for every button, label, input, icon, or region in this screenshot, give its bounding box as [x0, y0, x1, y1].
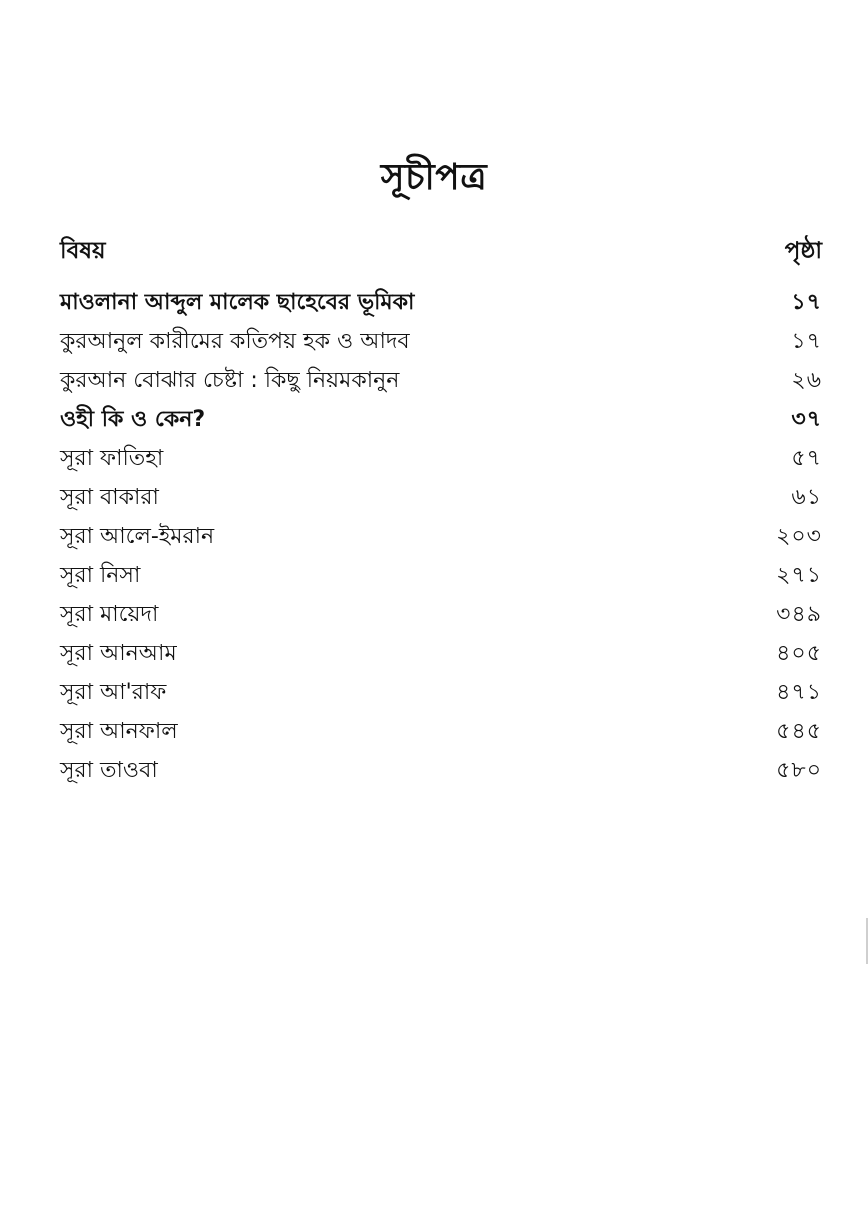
toc-header-page: পৃষ্ঠা [784, 238, 822, 264]
toc-entry [60, 441, 822, 480]
toc-entry-page: ২৬ [791, 368, 822, 393]
toc-entry-page: ৫৮০ [776, 758, 822, 783]
toc-entry [60, 636, 822, 675]
toc-entry-title: সূরা নিসা [60, 563, 141, 588]
toc-entry-page: ৩৭ [791, 407, 822, 432]
toc-entry-title: সূরা মায়েদা [60, 602, 159, 627]
toc-entry [60, 714, 822, 753]
toc-header [60, 232, 822, 268]
toc-entry [60, 558, 822, 597]
toc-entry-title: কুরআনুল কারীমের কতিপয় হক ও আদব [60, 329, 410, 354]
toc-entry [60, 363, 822, 402]
toc-entry-page: ২৭১ [776, 563, 822, 588]
toc-entry-page: ৫৪৫ [776, 719, 822, 744]
toc-entry-page: ৩৪৯ [776, 602, 822, 627]
toc-entry [60, 597, 822, 636]
toc-entry-title: সূরা আলে-ইমরান [60, 524, 215, 549]
toc-entry-title: মাওলানা আব্দুল মালেক ছাহেবের ভূমিকা [60, 290, 415, 315]
toc-entry-title: সূরা আনআম [60, 641, 177, 666]
toc-entry-page: ১৭ [791, 329, 822, 354]
toc-list [60, 285, 822, 792]
toc-entry-title: সূরা বাকারা [60, 485, 159, 510]
toc-entry [60, 675, 822, 714]
toc-header-subject: বিষয় [60, 238, 106, 264]
toc-entry-title: ওহী কি ও কেন? [60, 407, 206, 432]
toc-entry-title: কুরআন বোঝার চেষ্টা : কিছু নিয়মকানুন [60, 368, 400, 393]
toc-entry-page: ৪০৫ [776, 641, 822, 666]
page-title: সূচীপত্র [380, 157, 488, 198]
toc-entry [60, 402, 822, 441]
toc-entry-page: ১৭ [791, 290, 822, 315]
toc-entry-page: ২০৩ [776, 524, 822, 549]
toc-entry [60, 753, 822, 792]
toc-entry-page: ৬১ [791, 485, 822, 510]
toc-entry [60, 285, 822, 324]
toc-entry-title: সূরা তাওবা [60, 758, 158, 783]
toc-entry-title: সূরা আনফাল [60, 719, 178, 744]
toc-entry-page: ৪৭১ [776, 680, 822, 705]
toc-entry [60, 519, 822, 558]
toc-entry-title: সূরা ফাতিহা [60, 446, 164, 471]
toc-entry [60, 324, 822, 363]
toc-entry [60, 480, 822, 519]
toc-entry-page: ৫৭ [791, 446, 822, 471]
toc-entry-title: সূরা আ'রাফ [60, 680, 167, 705]
